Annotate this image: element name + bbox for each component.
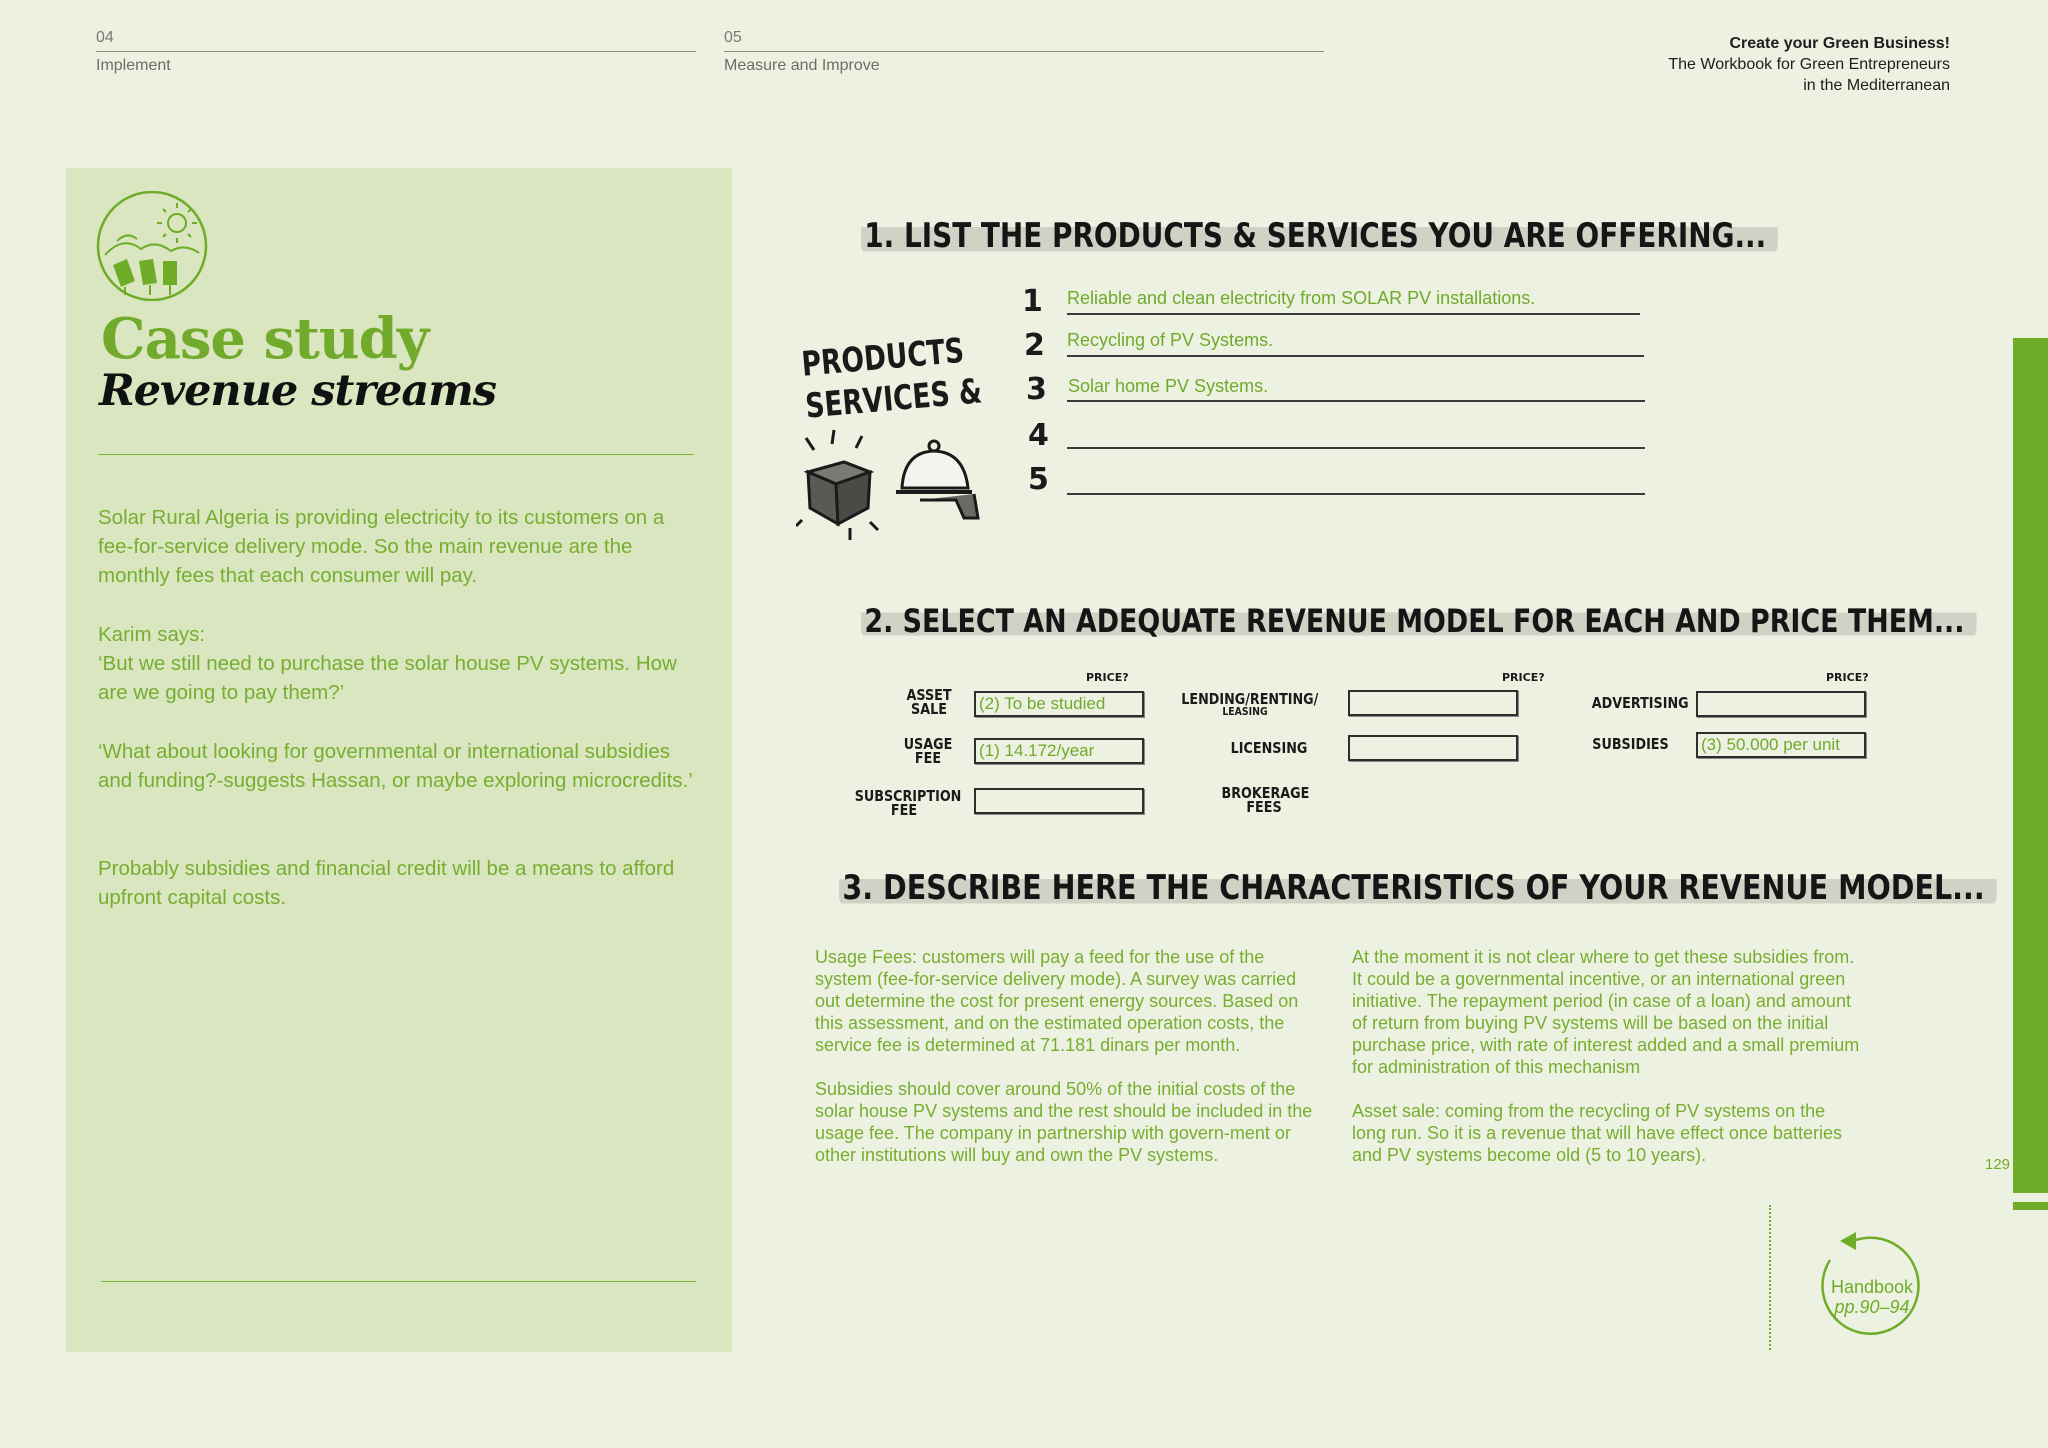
panel-bottom-divider [101,1281,696,1282]
case-study-title: Case study [101,306,429,372]
list-line-1 [1067,313,1640,315]
case-study-subtitle: Revenue streams [99,366,496,416]
usage-fee-label-l1: USAGE [903,735,953,753]
lending-label [1181,690,1319,718]
section-rule-04 [96,51,696,52]
asset-sale-label-l2: SALE [911,700,947,718]
brand-subtitle-2: in the Mediterranean [1803,77,1950,94]
brokerage-label-l1: BROKERAGE [1221,784,1310,802]
advertising-label [1591,694,1689,712]
asset-sale-field[interactable]: (2) To be studied [974,691,1144,717]
brokerage-label-l2: FEES [1246,798,1282,816]
usage-fee-field[interactable]: (1) 14.172/year [974,738,1144,764]
description-column-2 [1352,946,1862,1188]
subsidies-label [1592,735,1669,753]
subscription-fee-label-l1: SUBSCRIPTION [854,787,962,805]
brokerage-label [1221,784,1310,816]
list-number-4: 4 [1028,418,1049,453]
asset-sale-label [901,688,957,716]
list-number-2: 2 [1024,328,1045,363]
section-rule-05 [724,51,1324,52]
description-col2-para2: Asset sale: coming from the recycling of PV systems on the long run. So it is a revenue that will have effect once batteries and PV systems become old (5 to 10 years). [1352,1101,1842,1165]
dotted-divider [1769,1205,1771,1350]
description-col2-para1: At the moment it is not clear where to get these subsidies from. It could be a governmental incentive, or an international green initiative. The repayment period (in case of a loan) and amount of return from buying PV systems will be based on the initial purchase price, with rate of interest added and a small premium for administration of this mechanism [1352,947,1860,1077]
description-column-1 [815,946,1325,1188]
case-paragraph-1: Solar Rural Algeria is providing electricity to its customers on a fee-for-service delivery mode. So the main revenue are the monthly fees that each consumer will pay. [98,506,665,587]
usage-fee-label [898,737,958,765]
licensing-label [1229,741,1309,755]
handbook-label: Handbook [1830,1277,1914,1297]
case-paragraph-4: ‘What about looking for governmental or international subsidies and funding?-suggests Hassan, or maybe exploring microcredits.’ [98,740,693,792]
brand-subtitle-1: The Workbook for Green Entrepreneurs [1668,56,1950,73]
list-line-3 [1067,400,1645,402]
licensing-label-l1: LICENSING [1230,739,1308,757]
subscription-fee-label [854,787,962,819]
list-line-5 [1067,493,1645,495]
case-paragraph-5: Probably subsidies and financial credit will be a means to afford upfront capital costs. [98,857,675,909]
section-number-04: 04 [96,29,114,46]
section2-heading: 2. SELECT AN ADEQUATE REVENUE MODEL FOR EACH AND PRICE THEM... [861,600,1976,642]
list-item-2[interactable]: Recycling of PV Systems. [1067,330,1274,350]
lending-field[interactable] [1348,690,1518,716]
section-number-05: 05 [724,29,742,46]
side-accent-bar [2013,338,2048,1193]
list-number-5: 5 [1028,462,1049,497]
case-paragraph-3: ‘But we still need to purchase the solar house PV systems. How are we going to pay them?’ [98,652,677,704]
description-col1-para2: Subsidies should cover around 50% of the initial costs of the solar house PV systems and the rest should be included in the usage fee. The company in partnership with govern-ment or other institutions will buy and own the PV systems. [815,1079,1313,1165]
list-item-3[interactable]: Solar home PV Systems. [1068,376,1269,396]
section3-heading: 3. DESCRIBE HERE THE CHARACTERISTICS OF YOUR REVENUE MODEL... [839,866,1996,910]
licensing-field[interactable] [1348,735,1518,761]
list-item-1[interactable]: Reliable and clean electricity from SOLAR PV installations. [1067,288,1536,308]
subscription-fee-label-l2: FEE [890,801,918,819]
list-number-3: 3 [1026,372,1047,407]
subscription-fee-field[interactable] [974,788,1144,814]
brand-block [1668,33,1950,96]
list-line-2 [1067,355,1644,357]
list-line-4 [1067,447,1645,449]
list-number-1: 1 [1022,284,1043,319]
advertising-field[interactable] [1696,691,1866,717]
products-services-label [800,329,984,428]
section-label-measure[interactable]: Measure and Improve [724,57,880,74]
cloche-icon [894,438,984,522]
case-paragraph-2: Karim says: [98,623,206,646]
brand-title: Create your Green Business! [1729,35,1950,52]
subsidies-field[interactable]: (3) 50.000 per unit [1696,732,1866,758]
asset-sale-label-l1: ASSET [906,686,952,704]
title-divider [98,454,694,455]
box-icon [796,428,906,540]
lending-label-l1: LENDING/RENTING/ [1181,690,1319,708]
products-label-line1: PRODUCTS [800,330,966,385]
description-col1-para1: Usage Fees: customers will pay a feed for the use of the system (fee-for-service delivery mode). A survey was carried out determine the cost for present energy sources. Based on this assessment, and on the estimated operation costs, the service fee is determined at 71.181 dinars per month. [815,947,1299,1055]
products-label-line2: SERVICES & [803,371,984,427]
handbook-pages: pp.90–94 [1834,1297,1910,1317]
price-label-col3: PRICE? [1826,671,1869,684]
lending-label-l2: LEASING [1222,705,1268,718]
price-label-col2: PRICE? [1502,671,1545,684]
usage-fee-label-l2: FEE [914,749,942,767]
section1-heading: 1. LIST THE PRODUCTS & SERVICES YOU ARE OFFERING... [861,214,1778,258]
handbook-reference[interactable] [1810,1277,1934,1317]
page-number: 129 [1985,1156,2011,1173]
section-label-implement[interactable]: Implement [96,57,171,74]
advertising-label-l1: ADVERTISING [1591,694,1689,712]
side-accent-tab [2013,1202,2048,1210]
price-label-col1: PRICE? [1086,671,1129,684]
solar-landscape-icon [95,191,209,301]
subsidies-label-l1: SUBSIDIES [1592,735,1669,753]
